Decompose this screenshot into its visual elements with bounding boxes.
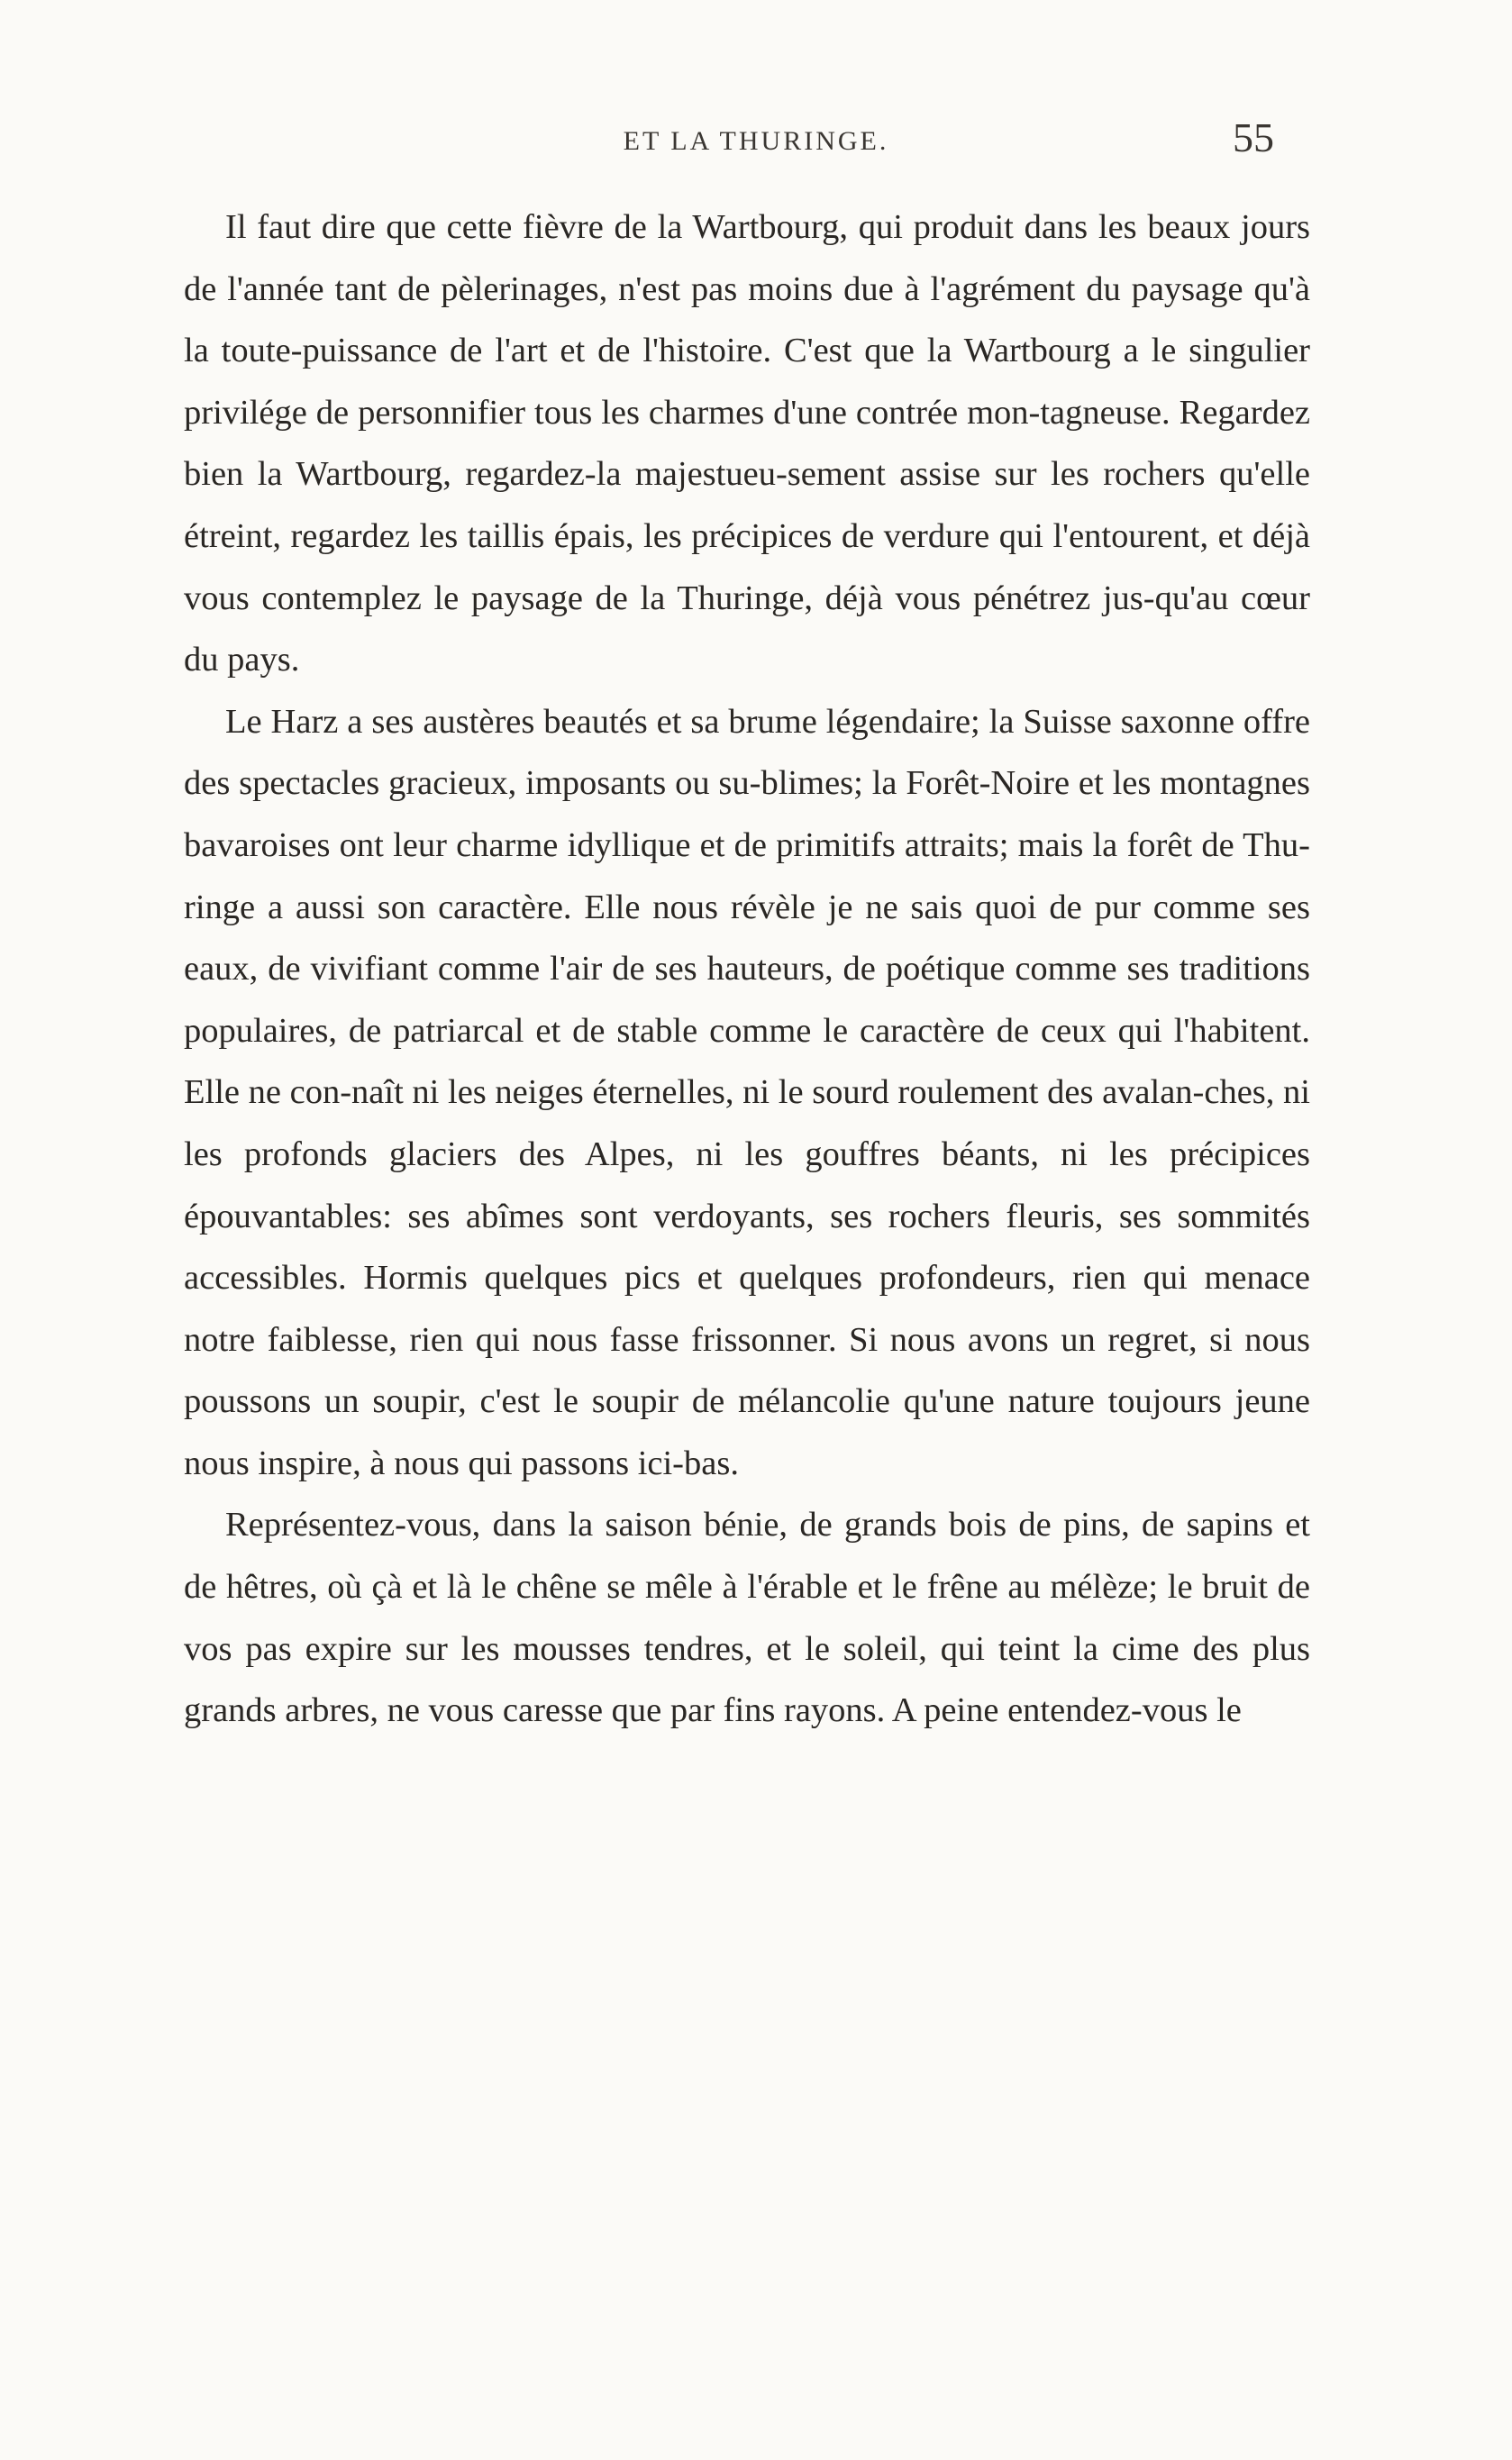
body-text — [184, 196, 1310, 1742]
running-title: ET LA THURINGE. — [623, 126, 889, 156]
page-number: 55 — [1233, 114, 1274, 160]
paragraph-2: Le Harz a ses austères beautés et sa brume légendaire; la Suisse saxonne offre des spectacles gracieux, imposants ou su-blimes; la Forêt-Noire et les montagnes bavaroises ont leur charme idyllique et de primitifs attraits; mais la forêt de Thu-ringe a aussi son caractère. Elle nous révèle je ne sais quoi de pur comme ses eaux, de vivifiant comme l'air de ses hauteurs, de poétique comme ses traditions populaires, de patriarcal et de stable comme le caractère de ceux qui l'habitent. Elle ne con-naît ni les neiges éternelles, ni le sourd roulement des avalan-ches, ni les profonds glaciers des Alpes, ni les gouffres béants, ni les précipices épouvantables: ses abîmes sont verdoyants, ses rochers fleuris, ses sommités accessibles. Hormis quelques pics et quelques profondeurs, rien qui menace notre faiblesse, rien qui nous fasse frissonner. Si nous avons un regret, si nous poussons un soupir, c'est le soupir de mélancolie qu'une nature toujours jeune nous inspire, à nous qui passons ici-bas. — [184, 702, 1310, 1482]
page-header — [0, 114, 1512, 168]
paragraph-3: Représentez-vous, dans la saison bénie, de grands bois de pins, de sapins et de hêtres, où çà et là le chêne se mêle à l'érable et le frêne au mélèze; le bruit de vos pas expire sur les mousses tendres, et le soleil, qui teint la cime des plus grands arbres, ne vous caresse que par fins rayons. A peine entendez-vous le — [184, 1506, 1310, 1730]
paragraph-1: Il faut dire que cette fièvre de la Wartbourg, qui produit dans les beaux jours de l'année tant de pèlerinages, n'est pas moins due à l'agrément du paysage qu'à la toute-puissance de l'art et de l'histoire. C'est que la Wartbourg a le singulier privilége de personnifier tous les charmes d'une contrée mon-tagneuse. Regardez bien la Wartbourg, regardez-la majestueu-sement assise sur les rochers qu'elle étreint, regardez les taillis épais, les précipices de verdure qui l'entourent, et déjà vous contemplez le paysage de la Thuringe, déjà vous pénétrez jus-qu'au cœur du pays. — [184, 208, 1310, 679]
